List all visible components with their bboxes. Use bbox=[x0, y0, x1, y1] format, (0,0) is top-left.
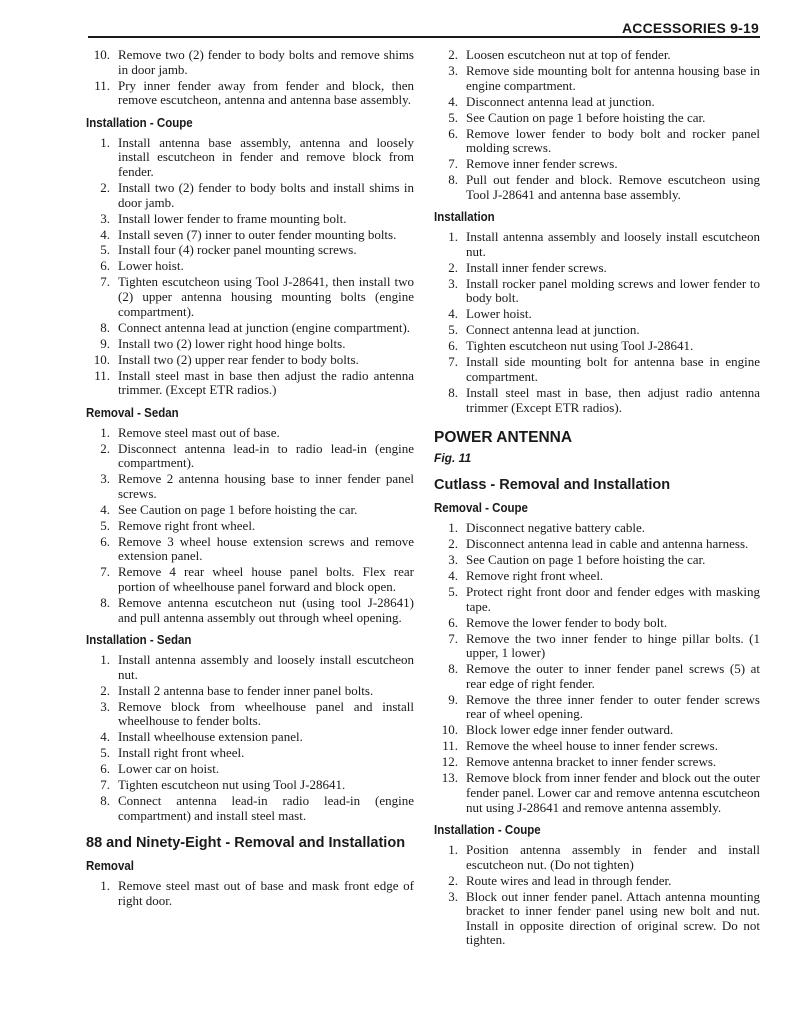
list-item bbox=[434, 157, 760, 172]
step-number: 6. bbox=[448, 125, 458, 141]
list-item bbox=[86, 136, 414, 180]
list-item bbox=[86, 243, 414, 258]
step-text: Install right front wheel. bbox=[118, 745, 245, 761]
step-number: 9. bbox=[448, 691, 458, 707]
step-number: 7. bbox=[448, 156, 458, 172]
heading-installation-coupe-power: Installation - Coupe bbox=[434, 823, 541, 838]
step-number: 3. bbox=[100, 471, 110, 487]
step-number: 8. bbox=[100, 595, 110, 611]
step-text: Remove inner fender screws. bbox=[466, 156, 618, 172]
step-number: 12. bbox=[441, 754, 458, 770]
step-text: Install four (4) rocker panel mounting screws. bbox=[118, 242, 357, 258]
step-text: Remove the lower fender to body bolt. bbox=[466, 614, 668, 630]
step-number: 9. bbox=[100, 335, 110, 351]
step-text: Install wheelhouse extension panel. bbox=[118, 729, 303, 745]
list-item bbox=[434, 48, 760, 63]
step-number: 4. bbox=[100, 226, 110, 242]
step-text: Install two (2) fender to body bolts and install shims in door jamb. bbox=[118, 179, 414, 210]
list-removal-coupe-power bbox=[434, 521, 760, 815]
step-number: 4. bbox=[448, 93, 458, 109]
step-text: Remove the two inner fender to hinge pillar bolts. (1 upper, 1 lower) bbox=[466, 630, 760, 661]
step-text: Pry inner fender away from fender and block, then remove escutcheon, antenna and antenna base assembly. bbox=[118, 77, 414, 108]
step-number: 3. bbox=[448, 888, 458, 904]
step-number: 13. bbox=[441, 770, 458, 786]
list-item bbox=[434, 64, 760, 93]
step-text: Remove the wheel house to inner fender screws. bbox=[466, 738, 718, 754]
step-number: 3. bbox=[448, 275, 458, 291]
step-number: 4. bbox=[100, 729, 110, 745]
step-number: 8. bbox=[448, 384, 458, 400]
step-text: Remove steel mast out of base. bbox=[118, 424, 280, 440]
step-text: Block out inner fender panel. Attach antenna mounting bracket to inner fender panel using new bolt and nut. Install in opposite direction of original screw. Do not tighten. bbox=[466, 888, 760, 948]
list-item bbox=[434, 521, 760, 536]
heading-removal-coupe-power: Removal - Coupe bbox=[434, 501, 528, 516]
step-text: Install antenna assembly and loosely install escutcheon nut. bbox=[466, 229, 760, 259]
step-number: 7. bbox=[448, 630, 458, 646]
list-continued-removal-coupe bbox=[86, 48, 414, 108]
list-item bbox=[434, 537, 760, 552]
step-text: Install seven (7) inner to outer fender mounting bolts. bbox=[118, 226, 397, 242]
list-item bbox=[86, 794, 414, 823]
step-number: 6. bbox=[448, 338, 458, 354]
step-number: 2. bbox=[448, 47, 458, 62]
list-item bbox=[434, 874, 760, 889]
left-column bbox=[86, 48, 414, 910]
list-item bbox=[434, 890, 760, 948]
step-number: 2. bbox=[448, 872, 458, 888]
list-item bbox=[86, 746, 414, 761]
step-text: Connect antenna lead at junction (engine compartment). bbox=[118, 319, 411, 335]
list-item bbox=[86, 653, 414, 682]
step-number: 3. bbox=[448, 552, 458, 568]
step-text: Remove antenna escutcheon nut (using tool J-28641) and pull antenna assembly out through wheel opening. bbox=[118, 595, 414, 625]
list-item bbox=[434, 323, 760, 338]
step-number: 1. bbox=[448, 229, 458, 245]
list-item bbox=[434, 386, 760, 415]
step-text: Install two (2) lower right hood hinge bolts. bbox=[118, 335, 346, 351]
list-item bbox=[86, 79, 414, 108]
step-text: Remove antenna bracket to inner fender screws. bbox=[466, 754, 717, 770]
list-removal-88 bbox=[86, 879, 414, 908]
heading-installation: Installation bbox=[434, 210, 495, 225]
list-item bbox=[86, 684, 414, 699]
step-number: 7. bbox=[100, 274, 110, 290]
list-item bbox=[434, 662, 760, 691]
list-item bbox=[434, 569, 760, 584]
step-text: Tighten escutcheon nut using Tool J-28641. bbox=[118, 777, 346, 793]
step-text: Install 2 antenna base to fender inner panel bolts. bbox=[118, 682, 374, 698]
step-text: Connect antenna lead-in radio lead-in (engine compartment) and install steel mast. bbox=[118, 793, 414, 823]
step-text: Install antenna base assembly, antenna and loosely install escutcheon in fender and remove block from fender. bbox=[118, 134, 414, 179]
list-item bbox=[86, 275, 414, 319]
step-number: 6. bbox=[100, 761, 110, 777]
list-item bbox=[434, 277, 760, 306]
list-item bbox=[86, 321, 414, 336]
list-installation-sedan bbox=[86, 653, 414, 823]
step-text: Remove right front wheel. bbox=[466, 568, 604, 584]
list-item bbox=[86, 762, 414, 777]
step-number: 1. bbox=[448, 842, 458, 858]
step-number: 4. bbox=[448, 568, 458, 584]
list-item bbox=[86, 778, 414, 793]
step-number: 1. bbox=[100, 134, 110, 150]
step-text: Install rocker panel molding screws and lower fender to body bolt. bbox=[466, 275, 760, 306]
list-removal-sedan bbox=[86, 426, 414, 625]
step-number: 1. bbox=[448, 520, 458, 536]
list-continued-removal bbox=[434, 48, 760, 202]
list-item bbox=[434, 127, 760, 156]
list-item bbox=[434, 632, 760, 661]
step-text: Install steel mast in base, then adjust radio antenna trimmer (Except ETR radios). bbox=[466, 384, 760, 415]
step-number: 5. bbox=[100, 745, 110, 761]
list-item bbox=[434, 553, 760, 568]
step-number: 5. bbox=[448, 584, 458, 600]
step-number: 5. bbox=[100, 517, 110, 533]
list-item bbox=[86, 426, 414, 441]
step-text: Lower hoist. bbox=[466, 306, 532, 322]
list-item bbox=[434, 261, 760, 276]
step-text: Route wires and lead in through fender. bbox=[466, 872, 672, 888]
step-text: Loosen escutcheon nut at top of fender. bbox=[466, 47, 671, 62]
step-text: See Caution on page 1 before hoisting the car. bbox=[466, 552, 706, 568]
step-text: Block lower edge inner fender outward. bbox=[466, 722, 674, 738]
list-item bbox=[434, 95, 760, 110]
step-number: 6. bbox=[100, 258, 110, 274]
step-text: Disconnect antenna lead in cable and antenna harness. bbox=[466, 536, 749, 552]
list-item bbox=[434, 585, 760, 614]
step-number: 5. bbox=[448, 322, 458, 338]
list-item bbox=[434, 723, 760, 738]
step-text: Remove 2 antenna housing base to inner fender panel screws. bbox=[118, 471, 414, 501]
list-item bbox=[86, 700, 414, 729]
step-text: Install inner fender screws. bbox=[466, 259, 607, 275]
list-item bbox=[86, 442, 414, 471]
step-text: Disconnect antenna lead at junction. bbox=[466, 93, 655, 109]
heading-88-ninety-eight: 88 and Ninety-Eight - Removal and Installation bbox=[86, 835, 406, 852]
step-text: Remove side mounting bolt for antenna housing base in engine compartment. bbox=[466, 62, 760, 93]
step-text: Remove right front wheel. bbox=[118, 517, 256, 533]
step-number: 10. bbox=[93, 351, 110, 367]
step-text: Remove lower fender to body bolt and rocker panel molding screws. bbox=[466, 125, 760, 156]
step-number: 5. bbox=[100, 242, 110, 258]
step-text: Remove block from inner fender and block out the outer fender panel. Lower car and remove antenna escutcheon nut using J-28641 and remove antenna assembly. bbox=[466, 770, 760, 815]
list-item bbox=[86, 181, 414, 210]
step-text: Remove steel mast out of base and mask front edge of right door. bbox=[118, 878, 414, 909]
step-number: 1. bbox=[100, 652, 110, 668]
step-text: Install lower fender to frame mounting bolt. bbox=[118, 210, 347, 226]
figure-reference: Fig. 11 bbox=[434, 451, 472, 466]
step-text: Pull out fender and block. Remove escutcheon using Tool J-28641 and antenna base assembly. bbox=[466, 172, 760, 202]
step-text: Position antenna assembly in fender and install escutcheon nut. (Do not tighten) bbox=[466, 842, 760, 872]
step-text: Install steel mast in base then adjust the radio antenna trimmer. (Except ETR radios.) bbox=[118, 367, 414, 398]
list-installation bbox=[434, 230, 760, 415]
step-number: 2. bbox=[448, 259, 458, 275]
step-text: Remove block from wheelhouse panel and install wheelhouse to fender bolts. bbox=[118, 698, 414, 729]
list-item bbox=[86, 730, 414, 745]
step-number: 11. bbox=[94, 367, 110, 383]
step-text: See Caution on page 1 before hoisting the car. bbox=[118, 501, 358, 517]
list-item bbox=[86, 503, 414, 518]
step-number: 8. bbox=[100, 793, 110, 809]
step-text: Remove 4 rear wheel house panel bolts. Flex rear portion of wheelhouse panel forward and block open. bbox=[118, 564, 414, 595]
step-number: 2. bbox=[100, 179, 110, 195]
list-item bbox=[86, 259, 414, 274]
list-item bbox=[434, 230, 760, 259]
step-text: See Caution on page 1 before hoisting the car. bbox=[466, 109, 706, 125]
heading-removal-88: Removal bbox=[86, 859, 134, 874]
step-text: Remove 3 wheel house extension screws and remove extension panel. bbox=[118, 533, 414, 564]
step-number: 6. bbox=[448, 614, 458, 630]
list-item bbox=[86, 228, 414, 243]
step-number: 1. bbox=[100, 878, 110, 894]
list-item bbox=[86, 472, 414, 501]
step-number: 8. bbox=[100, 319, 110, 335]
list-item bbox=[86, 337, 414, 352]
step-text: Tighten escutcheon using Tool J-28641, then install two (2) upper antenna housing mounting bolts (engine compartment). bbox=[118, 274, 414, 319]
step-number: 5. bbox=[448, 109, 458, 125]
step-number: 7. bbox=[448, 354, 458, 370]
list-item bbox=[86, 353, 414, 368]
list-item bbox=[434, 307, 760, 322]
step-number: 4. bbox=[448, 306, 458, 322]
list-item bbox=[434, 693, 760, 722]
heading-removal-sedan: Removal - Sedan bbox=[86, 405, 179, 420]
step-text: Protect right front door and fender edges with masking tape. bbox=[466, 584, 760, 614]
list-item bbox=[434, 739, 760, 754]
step-number: 2. bbox=[100, 682, 110, 698]
page-header-title: ACCESSORIES 9-19 bbox=[621, 20, 759, 36]
step-number: 2. bbox=[448, 536, 458, 552]
step-number: 3. bbox=[100, 698, 110, 714]
list-installation-coupe-power bbox=[434, 843, 760, 948]
step-number: 7. bbox=[100, 564, 110, 580]
list-item bbox=[86, 535, 414, 564]
list-item bbox=[86, 212, 414, 227]
list-item bbox=[434, 339, 760, 354]
step-text: Install two (2) upper rear fender to body bolts. bbox=[118, 351, 359, 367]
list-item bbox=[434, 755, 760, 770]
step-number: 10. bbox=[93, 47, 110, 62]
step-number: 8. bbox=[448, 172, 458, 188]
list-item bbox=[434, 771, 760, 815]
step-text: Connect antenna lead at junction. bbox=[466, 322, 640, 338]
step-text: Lower car on hoist. bbox=[118, 761, 220, 777]
list-item bbox=[434, 616, 760, 631]
step-text: Install antenna assembly and loosely install escutcheon nut. bbox=[118, 652, 414, 682]
step-text: Disconnect negative battery cable. bbox=[466, 520, 646, 536]
step-number: 7. bbox=[100, 777, 110, 793]
step-text: Lower hoist. bbox=[118, 258, 184, 274]
step-number: 1. bbox=[100, 424, 110, 440]
heading-power-antenna: POWER ANTENNA bbox=[434, 429, 573, 447]
step-number: 8. bbox=[448, 661, 458, 677]
step-number: 11. bbox=[94, 77, 110, 93]
heading-installation-coupe: Installation - Coupe bbox=[86, 115, 193, 130]
step-text: Remove the three inner fender to outer fender screws rear of wheel opening. bbox=[466, 691, 760, 722]
step-text: Disconnect antenna lead-in to radio lead-in (engine compartment). bbox=[118, 440, 414, 471]
list-item bbox=[86, 879, 414, 908]
step-number: 3. bbox=[448, 62, 458, 78]
step-text: Remove two (2) fender to body bolts and remove shims in door jamb. bbox=[118, 47, 414, 77]
list-item bbox=[86, 519, 414, 534]
list-installation-coupe bbox=[86, 136, 414, 398]
step-number: 2. bbox=[100, 440, 110, 456]
list-item bbox=[434, 843, 760, 872]
step-text: Install side mounting bolt for antenna base in engine compartment. bbox=[466, 354, 760, 384]
right-column bbox=[434, 48, 760, 949]
header-rule bbox=[88, 36, 760, 38]
list-item bbox=[434, 111, 760, 126]
step-text: Remove the outer to inner fender panel screws (5) at rear edge of right fender. bbox=[466, 661, 760, 691]
step-text: Tighten escutcheon nut using Tool J-28641. bbox=[466, 338, 694, 354]
step-number: 10. bbox=[441, 722, 458, 738]
list-item bbox=[434, 173, 760, 202]
list-item bbox=[86, 596, 414, 625]
list-item bbox=[434, 355, 760, 384]
list-item bbox=[86, 48, 414, 77]
heading-cutlass: Cutlass - Removal and Installation bbox=[434, 477, 671, 494]
list-item bbox=[86, 369, 414, 398]
step-number: 3. bbox=[100, 210, 110, 226]
step-number: 4. bbox=[100, 501, 110, 517]
list-item bbox=[86, 565, 414, 594]
step-number: 11. bbox=[442, 738, 458, 754]
heading-installation-sedan: Installation - Sedan bbox=[86, 633, 192, 648]
step-number: 6. bbox=[100, 533, 110, 549]
